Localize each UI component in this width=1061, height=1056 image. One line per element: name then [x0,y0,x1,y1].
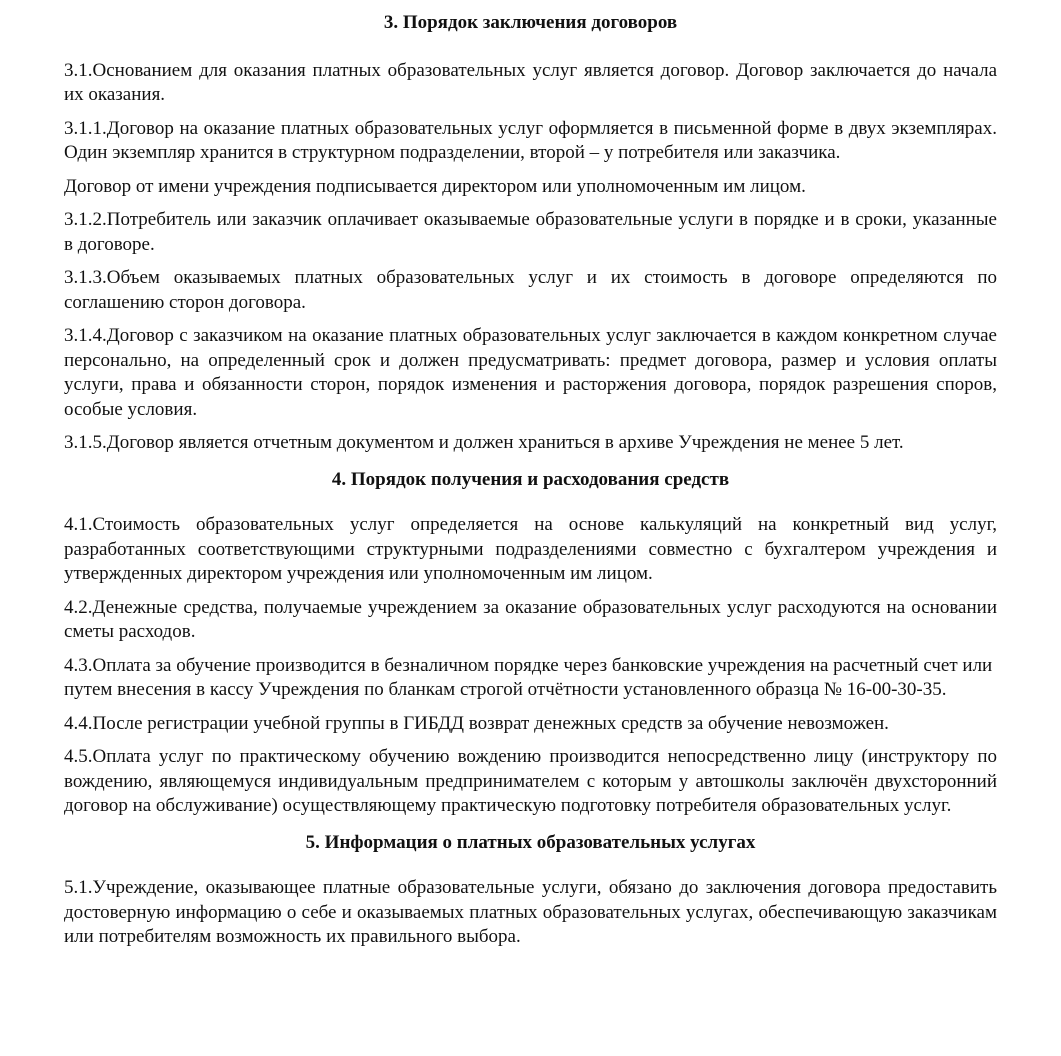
paragraph-5-1: 5.1.Учреждение, оказывающее платные образовательные услуги, обязано до заключения договора предоставить достоверную информацию о себе и оказываемых платных образовательных услугах, обеспечивающую заказчикам или потребителям возможность их правильного выбора. [64,877,997,947]
paragraph-3-1-1: 3.1.1.Договор на оказание платных образовательных услуг оформляется в письменной форме в двух экземплярах. Один экземпляр хранится в структурном подразделении, второй – у потребителя или заказчика. [64,117,997,163]
paragraph-3-1-4: 3.1.4.Договор с заказчиком на оказание платных образовательных услуг заключается в каждом конкретном случае персонально, на определенный срок и должен предусматривать: предмет договора, размер и условия оплаты услуги, права и обязанности сторон, порядок изменения и расторжения договора, порядок разрешения споров, особые условия. [64,325,997,420]
paragraph-3-1-3: 3.1.3.Объем оказываемых платных образовательных услуг и их стоимость в договоре определяются по соглашению сторон договора. [64,267,997,313]
paragraph-3-1: 3.1.Основанием для оказания платных образовательных услуг является договор. Договор заключается до начала их оказания. [64,59,997,105]
paragraph-4-1: 4.1.Стоимость образовательных услуг определяется на основе калькуляций на конкретный вид услуг, разработанных соответствующими структурными подразделениями совместно с бухгалтером учреждения и утвержденных директором учреждения или уполномоченным им лицом. [64,514,997,584]
section-5-title: 5. Информация о платных образовательных услугах [305,831,756,853]
paragraph-3-1-2: 3.1.2.Потребитель или заказчик оплачивает оказываемые образовательные услуги в порядке и в сроки, указанные в договоре. [64,209,997,255]
section-4-title: 4. Порядок получения и расходования средств [331,468,730,490]
paragraph-4-3: 4.3.Оплата за обучение производится в безналичном порядке через банковские учреждения на расчетный счет или путем внесения в кассу Учреждения по бланкам строгой отчётности установленного образца № 16-00-30-35. [64,654,993,700]
section-3-title: 3. Порядок заключения договоров [383,12,678,33]
paragraph-4-4: 4.4.После регистрации учебной группы в ГИБДД возврат денежных средств за обучение невозможен. [64,712,889,734]
paragraph-signature-note: Договор от имени учреждения подписывается директором или уполномоченным им лицом. [64,175,806,197]
paragraph-4-5: 4.5.Оплата услуг по практическому обучению вождению производится непосредственно лицу (инструктору по вождению, являющемуся индивидуальным предпринимателем с которым у автошколы заключён двухсторонний договор на обслуживание) осуществляющему практическую подготовку потребителя образовательных услуг. [64,746,997,816]
paragraph-3-1-5: 3.1.5.Договор является отчетным документом и должен храниться в архиве Учреждения не менее 5 лет. [64,432,904,453]
paragraph-4-2: 4.2.Денежные средства, получаемые учреждением за оказание образовательных услуг расходуются на основании сметы расходов. [64,596,997,642]
